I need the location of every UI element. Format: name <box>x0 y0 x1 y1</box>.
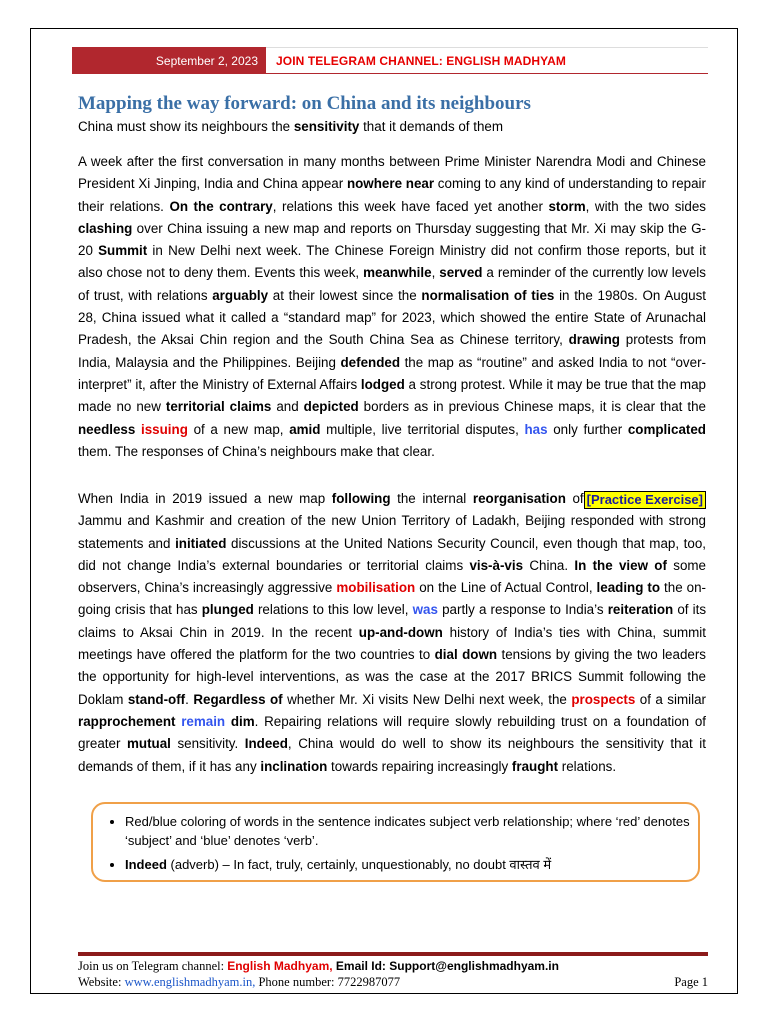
highlighted-term: Summit <box>98 243 148 259</box>
footer-website-link[interactable]: www.englishmadhyam.in, <box>124 975 256 989</box>
text-run: borders as in previous Chinese maps, it is clear that the <box>358 399 706 415</box>
highlighted-term: dim <box>230 713 255 729</box>
text-run: China. <box>523 557 575 573</box>
note-vocabulary <box>125 855 698 874</box>
highlighted-term: In the view of <box>574 557 667 573</box>
text-run: on the Line of Actual Control, <box>415 580 597 596</box>
footer-channel-link[interactable]: English Madhyam, <box>227 959 333 973</box>
highlighted-term: normalisation of ties <box>421 287 555 303</box>
highlighted-term: complicated <box>627 421 706 437</box>
highlighted-term: meanwhile <box>363 265 432 281</box>
text-run: . <box>185 691 194 707</box>
text-run: whether Mr. Xi visits New Delhi next week, the <box>282 691 572 707</box>
footer-phone: Phone number: 7722987077 <box>255 975 401 989</box>
header-date: September 2, 2023 <box>72 47 266 74</box>
text-run: , with the two sides <box>585 198 706 214</box>
highlighted-term: has <box>524 421 548 437</box>
text-run: tensions by giving the two leaders the opportunity for high-level interventions, as was the case at the 2017 BRICS Summit following the Doklam <box>78 647 706 707</box>
text-run: partly a response to India’s <box>437 602 608 618</box>
text-run: relations to this low level, <box>253 602 413 618</box>
highlighted-term: territorial claims <box>165 399 272 415</box>
highlighted-term: plunged <box>201 602 254 618</box>
text-run: only further <box>547 421 628 437</box>
highlighted-term: reiteration <box>607 602 674 618</box>
text-run: discussions at the United Nations Security Council, even though that map, too, did not change India’s external boundaries or territorial claims <box>78 535 707 573</box>
highlighted-term: reorganisation <box>472 491 566 506</box>
subtitle-pre: China must show its neighbours the <box>78 119 294 134</box>
note-color-legend: • Red/blue coloring of words in the sentence indicates subject verb relationship; where ‘red’ denotes ‘subject’ and ‘blue’ denotes ‘verb’. <box>125 812 698 850</box>
footer-rule <box>78 952 708 956</box>
footer-email[interactable]: Email Id: Support@englishmadhyam.in <box>332 959 559 973</box>
article-subtitle <box>78 119 503 134</box>
text-run: , China would do well to show its neighbours the sensitivity that it demands of them, if it has any <box>78 736 706 774</box>
text-run: a strong protest. While it may be true that the map made no new <box>78 376 706 415</box>
text-run: sensitivity. <box>170 736 245 752</box>
article-paragraph-1 <box>78 151 706 463</box>
footer-join-text: Join us on Telegram channel: <box>78 959 228 973</box>
text-run: . Repairing relations will require slowly rebuilding trust on a foundation of greater <box>78 713 706 752</box>
highlighted-term: Indeed <box>244 736 288 752</box>
text-run: When India in 2019 issued a new map <box>78 491 332 506</box>
text-run: history of India’s ties with China, summit meetings have offered the platform for the two countries to <box>78 624 706 663</box>
highlighted-term: inclination <box>260 758 328 774</box>
text-run: some observers, China’s increasingly aggressive <box>78 557 707 596</box>
text-run: over China issuing a new map and reports on Thursday suggesting that Mr. Xi may skip the G-20 <box>78 220 706 259</box>
highlighted-term: On the contrary <box>169 198 273 214</box>
highlighted-term: mutual <box>126 736 171 752</box>
highlighted-term: issuing <box>141 421 188 437</box>
article-title: Mapping the way forward: on China and its neighbours <box>78 93 531 114</box>
highlighted-term: served <box>439 265 483 281</box>
text-run: in New Delhi next week. The Chinese Foreign Ministry did not confirm those reports, but it also chose not to deny them. Events this week, <box>78 243 706 281</box>
highlighted-term: defended <box>340 354 401 370</box>
highlighted-term: drawing <box>568 332 620 348</box>
text-run: and <box>271 399 304 415</box>
text-run: A week after the first conversation in many months between Prime Minister Narendra Modi and Chinese President Xi Jinping, India and China appear <box>78 154 706 192</box>
highlighted-term: arguably <box>212 287 269 303</box>
highlighted-term: lodged <box>360 376 405 392</box>
text-run: them. The responses of China’s neighbours make that clear. <box>78 443 435 459</box>
footer-line-1 <box>78 959 559 974</box>
highlighted-term: amid <box>289 421 321 437</box>
text-run: of a similar <box>635 691 706 707</box>
highlighted-term: storm <box>548 198 586 214</box>
text-run: of its claims to Aksai Chin in 2019. In the recent <box>78 602 707 640</box>
page-header <box>72 47 708 74</box>
text-run: the on-going crisis that has <box>78 580 706 618</box>
highlighted-term: up-and-down <box>358 624 443 640</box>
text-run: of a new map, <box>187 421 290 437</box>
text-run: the internal <box>390 491 473 506</box>
text-run: , relations this week have faced yet another <box>272 198 549 214</box>
text-run: protests from India, Malaysia and the Philippines. Beijing <box>78 332 706 370</box>
footer-line-2 <box>78 975 708 990</box>
highlighted-term: was <box>412 602 438 618</box>
text-run: at their lowest since the <box>268 287 422 303</box>
notes-box <box>91 802 700 882</box>
note-vocab-definition: (adverb) – In fact, truly, certainly, unquestionably, no doubt वास्तव में <box>166 857 552 872</box>
highlighted-term: prospects <box>571 691 636 707</box>
subtitle-post: that it demands of them <box>359 119 504 134</box>
highlighted-term: rapprochement <box>78 713 176 729</box>
text-run: a reminder of the currently low levels of trust, with relations <box>78 265 706 303</box>
highlighted-term: vis-à-vis <box>469 557 524 573</box>
text-run: , <box>431 265 440 281</box>
text-run: towards repairing increasingly <box>327 758 512 774</box>
highlighted-term: mobilisation <box>336 580 416 596</box>
header-telegram-banner[interactable]: JOIN TELEGRAM CHANNEL: ENGLISH MADHYAM <box>266 47 708 74</box>
highlighted-term: nowhere near <box>346 176 435 192</box>
highlighted-term: fraught <box>511 758 559 774</box>
subtitle-bold: sensitivity <box>293 119 360 134</box>
highlighted-term: remain <box>181 713 226 729</box>
article-paragraph-2 <box>78 488 706 778</box>
text-run: of Jammu and Kashmir and creation of the new Union Territory of Ladakh, Beijing responded with strong statements and <box>78 491 706 551</box>
highlighted-term: clashing <box>78 220 133 236</box>
footer-website-label: Website: <box>78 975 125 989</box>
highlighted-term: dial down <box>434 647 498 663</box>
highlighted-term: depicted <box>303 399 359 415</box>
highlighted-term: following <box>331 491 391 506</box>
text-run: multiple, live territorial disputes, <box>320 421 525 437</box>
text-run: relations. <box>558 758 617 774</box>
highlighted-term: needless <box>78 421 136 437</box>
text-run: the map as “routine” and asked India to not “over-interpret” it, after the Ministry of External Affairs <box>78 354 706 392</box>
highlighted-term: Regardless of <box>193 691 283 707</box>
highlighted-term: stand-off <box>127 691 186 707</box>
text-run: coming to any kind of understanding to repair their relations. <box>78 176 706 214</box>
page-number: Page 1 <box>674 975 708 989</box>
highlighted-term: initiated <box>175 535 227 551</box>
text-run: in the 1980s. On August 28, China issued what it called a “standard map” for 2023, which showed the entire State of Arunachal Pradesh, the Aksai Chin region and the South China Sea as Chinese territory, <box>78 287 707 348</box>
practice-exercise-link[interactable]: [Practice Exercise] <box>584 491 706 509</box>
note-vocab-word: Indeed <box>125 857 167 872</box>
highlighted-term: leading to <box>596 580 661 596</box>
